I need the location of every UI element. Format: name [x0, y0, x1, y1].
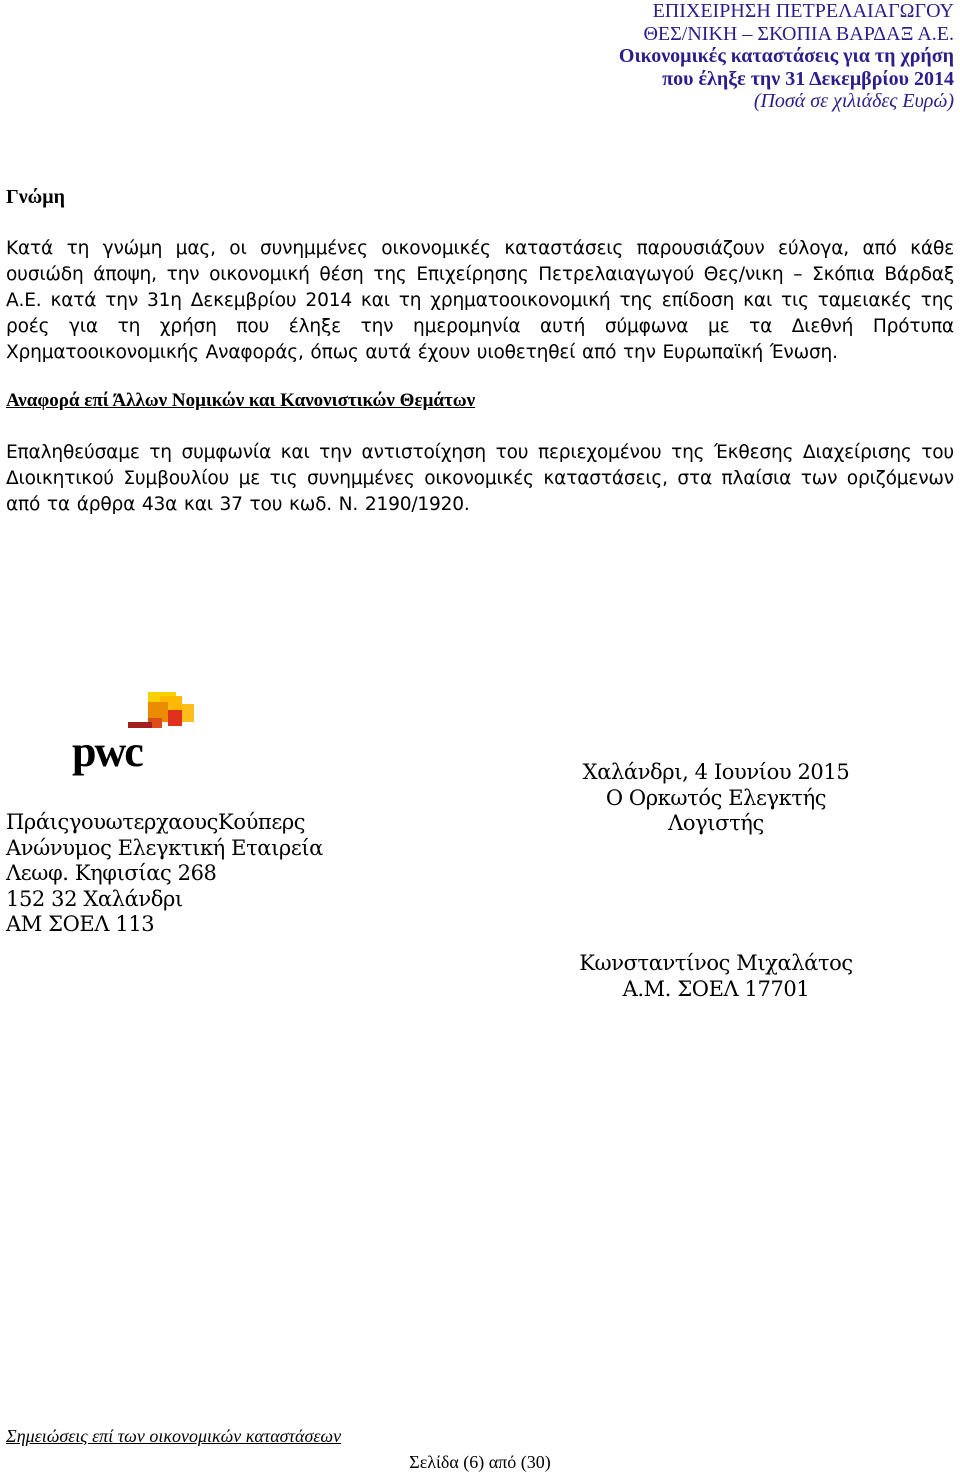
- opinion-paragraph: Κατά τη γνώμη μας, οι συνημμένες οικονομικές καταστάσεις παρουσιάζουν εύλογα, από κάθε ουσιώδη άποψη, την οικονομική θέση της Επιχείρησης Πετρελαιαγωγού Θες/νικη – Σκόπια Βάρδαξ Α.Ε. κατά την 31η Δεκεμβρίου 2014 και τη χρηματοοικονομική της επίδοση και τις ταμειακές της ροές για τη χρήση που έληξε την ημερομηνία αυτή σύμφωνα με τα Διεθνή Πρότυπα Χρηματοοικονομικής Αναφοράς, όπως αυτά έχουν υιοθετηθεί από την Ευρωπαϊκή Ένωση.: [6, 238, 954, 363]
- document-header: [619, 0, 954, 113]
- pwc-wordmark: pwc: [72, 727, 142, 776]
- signer-reg: Α.Μ. ΣΟΕΛ 17701: [622, 976, 810, 1001]
- auditor-firm-city: 152 32 Χαλάνδρι: [6, 886, 183, 911]
- signer-name: Κωνσταντίνος Μιχαλάτος: [579, 951, 853, 975]
- auditor-firm-type: Ανώνυμος Ελεγκτική Εταιρεία: [6, 835, 323, 860]
- statement-period: που έληξε την 31 Δεκεμβρίου 2014: [662, 67, 954, 90]
- page-number: Σελίδα (6) από (30): [409, 1452, 551, 1472]
- other-matters-heading: Αναφορά επί Άλλων Νομικών και Κανονιστικών Θεμάτων: [6, 390, 476, 411]
- statement-title: Οικονομικές καταστάσεις για τη χρήση: [618, 45, 954, 67]
- pwc-logo-mark: [72, 692, 196, 776]
- company-name-line1: ΕΠΙΧΕΙΡΗΣΗ ΠΕΤΡΕΛΑΙΑΓΩΓΟΥ: [652, 0, 954, 22]
- pwc-logo: [72, 692, 196, 776]
- auditor-firm-block: [6, 810, 323, 938]
- auditor-firm-name: ΠράιςγουωτερχαουςΚούπερς: [6, 810, 306, 834]
- company-name-line2: ΘΕΣ/ΝΙΚΗ – ΣΚΟΠΙΑ ΒΑΡΔΑΞ Α.Ε.: [643, 22, 954, 45]
- signature-header: [560, 760, 872, 837]
- other-matters-paragraph: Επαληθεύσαμε τη συμφωνία και την αντιστοίχηση του περιεχομένου της Έκθεσης Διαχείρισης του Διοικητικού Συμβουλίου με τις συνημμένες οικονομικές καταστάσεις, στα πλαίσια των οριζόμενων από τα άρθρα 43α και 37 του κωδ. Ν. 2190/1920.: [6, 442, 954, 515]
- signature-signer: [560, 951, 872, 1002]
- opinion-heading: Γνώμη: [6, 186, 65, 208]
- footer-note: Σημειώσεις επί των οικονομικών καταστάσεων: [6, 1426, 342, 1446]
- auditor-firm-reg: ΑΜ ΣΟΕΛ 113: [6, 912, 155, 936]
- amounts-note: (Ποσά σε χιλιάδες Ευρώ): [753, 90, 954, 112]
- signature-role: Ο Ορκωτός Ελεγκτής Λογιστής: [605, 785, 827, 835]
- signature-place-date: Χαλάνδρι, 4 Ιουνίου 2015: [582, 760, 850, 784]
- auditor-firm-street: Λεωφ. Κηφισίας 268: [6, 861, 217, 885]
